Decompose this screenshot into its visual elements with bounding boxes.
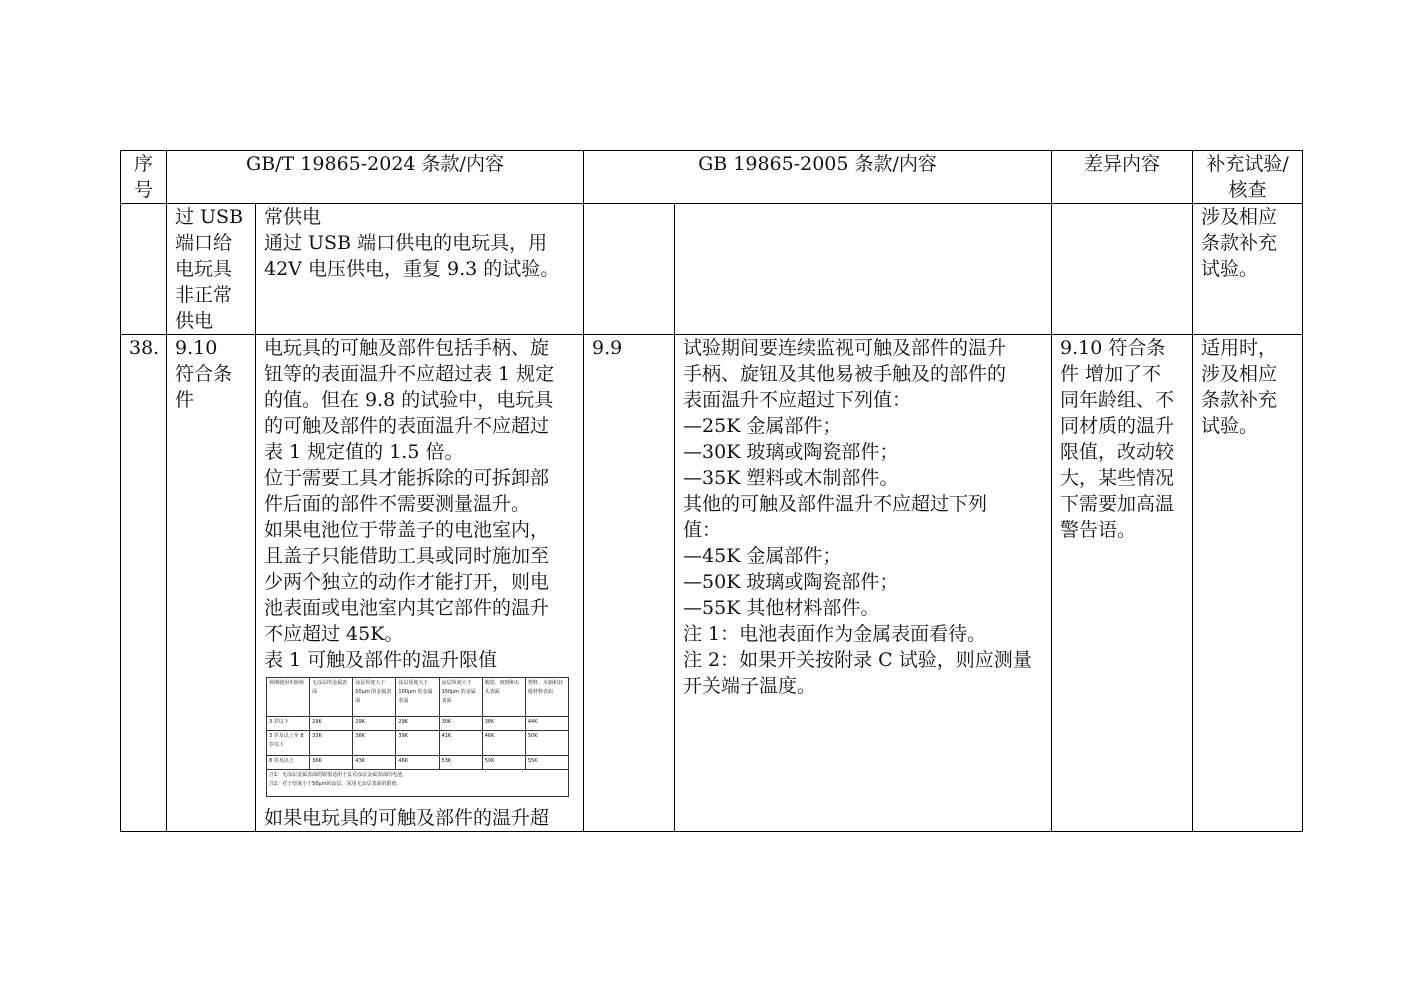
subtable-cell: 36K (310, 756, 353, 770)
row2-diff: 9.10 符合条 件 增加了不 同年龄组、不 同材质的温升 限值，改动较 大，某些情况 下需要加高温 警告语。 (1052, 335, 1193, 832)
table-row (121, 204, 1303, 335)
subtable-header-cell: 涂层厚度大于100μm 的金属表面 (396, 678, 439, 717)
subtable-cell: 29K (353, 717, 396, 731)
header-old-standard: GB 19865-2005 条款/内容 (584, 151, 1052, 204)
header-row (121, 151, 1303, 204)
table-row (121, 335, 1303, 832)
subtable-cell: 44K (525, 717, 568, 731)
row1-new-content: 常供电 通过 USB 端口供电的电玩具，用 42V 电压供电，重复 9.3 的试验。 (256, 204, 584, 335)
subtable-cell: 50K (482, 756, 525, 770)
header-new-standard: GB/T 19865-2024 条款/内容 (167, 151, 584, 204)
subtable-cell: 36K (353, 731, 396, 756)
row1-supplement: 涉及相应 条款补充 试验。 (1193, 204, 1303, 335)
subtable-cell: 55K (525, 756, 568, 770)
header-no: 序号 (121, 151, 167, 204)
row2-no: 38. (121, 335, 167, 832)
subtable-notes: 注1：无涂层金属表面的限值适用于具有涂层金属表面的电池。 注2：对于厚度小于50μm的涂层，采用无涂层表面的限值。 (267, 770, 569, 797)
subtable-row (267, 731, 569, 756)
subtable-cell: 46K (396, 756, 439, 770)
subtable-cell: 30K (439, 717, 482, 731)
subtable-header-cell: 陶瓷、玻璃和石头表面 (482, 678, 525, 717)
row2-supplement: 适用时， 涉及相应 条款补充 试验。 (1193, 335, 1303, 832)
subtable-cell: 8 岁及以上 (267, 756, 310, 770)
subtable-cell: 33K (310, 731, 353, 756)
subtable-cell: 3 岁以下 (267, 717, 310, 731)
temperature-limit-table (266, 677, 569, 797)
subtable-header-cell: 涂层厚度大于50μm 的金属表面 (353, 678, 396, 717)
row1-new-clause: 过 USB 端口给 电玩具 非正常 供电 (167, 204, 256, 335)
row2-new-content: 电玩具的可触及部件包括手柄、旋 钮等的表面温升不应超过表 1 规定 的值。但在 9.8 的试验中，电玩具 的可触及部件的表面温升不应超过 表 1 规定值的 1.5 倍。 位于需要工具才能拆除的可拆卸部 件后面的部件不需要测量温升。 如果电池位于带盖子的电池室内， 且盖子只能借助工具或同时施加至 少两个独立的动作才能打开，则电 池表面或电池室内其它部件的温升 不应超过 45K。 表 1 可触及部件的温升限值 预期使用年龄组 无涂层的金属表面 涂层厚度大于50μm 的金属表面 涂层厚度大于100μm 的金属表面 涂层厚度大于150μm 的金属表面 陶瓷、玻璃和石头表面 塑料、木制和其他材料表面 3 岁以下 29K 29K 29K 30K 38K 44K 3 岁及以上至 8 岁以下 33K 36K 39K 41K 46K 50K 8 岁及以上 36K 43K 46K 53K 50K 55K 注1：无涂层金属表面的限值适用于具有涂层金属表面的电池。 注2：对于厚度小于50μm的涂层，采用无涂层表面的限值。 如果电玩具的可触及部件的温升超 (256, 335, 584, 832)
subtable-cell: 29K (396, 717, 439, 731)
subtable-header-row (267, 678, 569, 717)
subtable-cell: 29K (310, 717, 353, 731)
subtable-cell: 43K (353, 756, 396, 770)
subtable-row (267, 717, 569, 731)
subtable-row (267, 756, 569, 770)
subtable-header-cell: 塑料、木制和其他材料表面 (525, 678, 568, 717)
subtable-cell: 53K (439, 756, 482, 770)
row1-old-content (675, 204, 1052, 335)
subtable-cell: 3 岁及以上至 8 岁以下 (267, 731, 310, 756)
row1-old-clause (584, 204, 675, 335)
subtable-header-cell: 预期使用年龄组 (267, 678, 310, 717)
header-supplement: 补充试验/核查 (1193, 151, 1303, 204)
subtable-cell: 50K (525, 731, 568, 756)
row1-no (121, 204, 167, 335)
subtable-cell: 39K (396, 731, 439, 756)
row2-old-content: 试验期间要连续监视可触及部件的温升 手柄、旋钮及其他易被手触及的部件的 表面温升不应超过下列值： —25K 金属部件； —30K 玻璃或陶瓷部件； —35K 塑料或木制部件。 其他的可触及部件温升不应超过下列 值： —45K 金属部件； —50K 玻璃或陶瓷部件； —55K 其他材料部件。 注 1：电池表面作为金属表面看待。 注 2：如果开关按附录 C 试验，则应测量 开关端子温度。 (675, 335, 1052, 832)
subtable-cell: 46K (482, 731, 525, 756)
subtable-cell: 38K (482, 717, 525, 731)
header-diff: 差异内容 (1052, 151, 1193, 204)
subtable-cell: 41K (439, 731, 482, 756)
comparison-table (120, 150, 1303, 832)
subtable-header-cell: 涂层厚度大于150μm 的金属表面 (439, 678, 482, 717)
row1-diff (1052, 204, 1193, 335)
subtable-header-cell: 无涂层的金属表面 (310, 678, 353, 717)
subtable-note-row (267, 770, 569, 797)
row2-old-clause: 9.9 (584, 335, 675, 832)
row2-new-clause: 9.10 符合条 件 (167, 335, 256, 832)
